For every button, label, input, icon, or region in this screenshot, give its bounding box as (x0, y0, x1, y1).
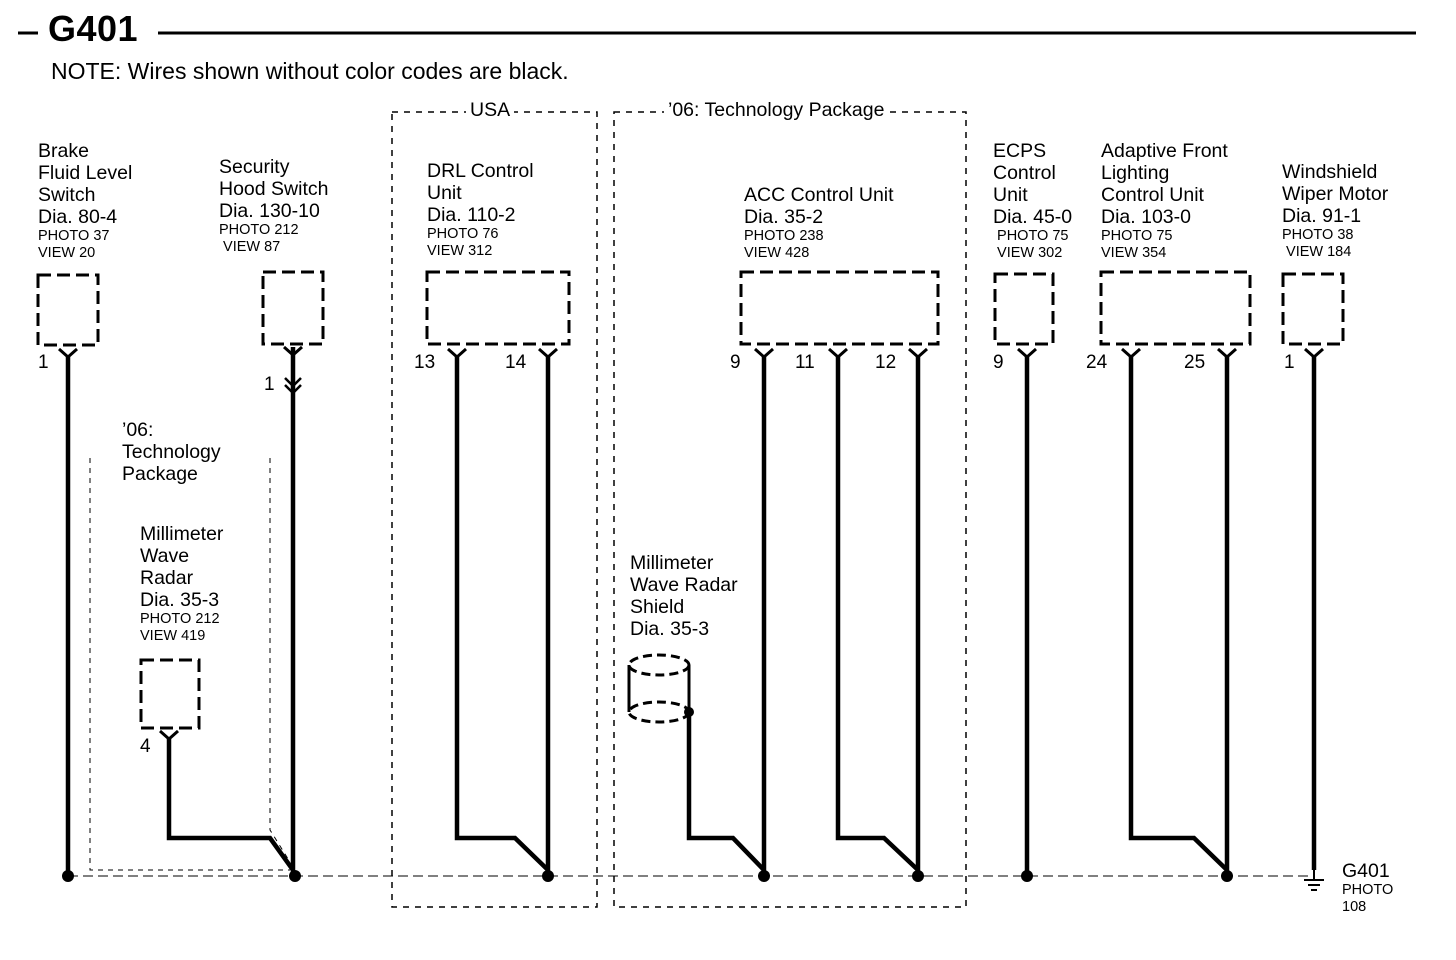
pin-number: 1 (38, 352, 49, 373)
label-line: Brake (38, 140, 89, 162)
label-line: Unit (427, 182, 462, 204)
pin-number: 9 (993, 352, 1004, 373)
ground-label (1342, 860, 1393, 916)
pin-number: 11 (795, 352, 815, 373)
label-line: Control Unit (1101, 184, 1204, 206)
acc-connector (741, 272, 938, 344)
color-code-note: NOTE: Wires shown without color codes are black. (51, 58, 569, 84)
pin-number: 14 (505, 352, 527, 373)
view-ref: VIEW 354 (1101, 245, 1167, 261)
tech-left-line: Technology (122, 441, 221, 463)
pin-number: 9 (730, 352, 741, 373)
security-hood-label (219, 156, 328, 256)
photo-ref: PHOTO 76 (427, 226, 499, 242)
radar-connector (141, 660, 199, 728)
label-line: Millimeter (140, 523, 224, 545)
page-title: G401 (48, 8, 139, 49)
label-line: Dia. 103-0 (1101, 206, 1191, 228)
view-ref: VIEW 312 (427, 243, 493, 259)
label-line: Dia. 45-0 (993, 206, 1073, 228)
label-line: Security (219, 156, 290, 178)
label-line: Dia. 110-2 (427, 204, 516, 226)
label-line: Adaptive Front (1101, 140, 1228, 162)
label-line: Dia. 80-4 (38, 206, 118, 228)
wire-acc-11 (838, 357, 918, 870)
ecps-label (993, 140, 1072, 262)
photo-ref: PHOTO 238 (744, 228, 824, 244)
pin-number: 24 (1086, 352, 1108, 373)
label-line: Hood Switch (219, 178, 329, 200)
radar-shield-label (630, 552, 738, 640)
view-ref: VIEW 87 (219, 239, 281, 255)
ground-icon (1304, 870, 1324, 890)
tech-package-left-outline (90, 458, 290, 870)
pin-terminals (59, 347, 1323, 739)
shield-drain-dot (684, 707, 694, 717)
drl-label (427, 160, 534, 260)
security-hood-connector (263, 272, 323, 344)
label-line: Radar (140, 567, 194, 589)
label-line: Wave Radar (630, 574, 738, 596)
pin-number: 12 (875, 352, 897, 373)
label-line: Dia. 35-2 (744, 206, 824, 228)
view-ref: VIEW 428 (744, 245, 810, 261)
view-ref: VIEW 184 (1282, 244, 1352, 260)
tech-left-line: Package (122, 463, 198, 485)
wiper-label (1282, 161, 1388, 261)
acc-label (744, 184, 894, 262)
pin-number: 25 (1184, 352, 1206, 373)
ground-name: G401 (1342, 860, 1390, 882)
brake-fluid-connector (38, 275, 98, 345)
photo-ref: PHOTO 212 (140, 611, 220, 627)
wire-drl-13 (457, 357, 548, 870)
label-line: Wave (140, 545, 190, 567)
label-line: Switch (38, 184, 96, 206)
usa-group-label: USA (466, 100, 514, 120)
label-line: Lighting (1101, 162, 1170, 184)
tech-package-left-label (122, 419, 221, 485)
view-ref: VIEW 20 (38, 245, 96, 261)
photo-ref: PHOTO 75 (993, 228, 1069, 244)
label-line: DRL Control (427, 160, 534, 182)
radar-label (140, 523, 223, 645)
wire-radar-shield (689, 712, 764, 870)
pin-number: 4 (140, 736, 151, 757)
label-line: Control (993, 162, 1056, 184)
tech-left-line: ’06: (122, 419, 154, 441)
photo-ref: PHOTO 37 (38, 228, 110, 244)
wire-radar (169, 739, 293, 870)
label-line: Fluid Level (38, 162, 133, 184)
label-line: Wiper Motor (1282, 183, 1389, 205)
photo-ref: PHOTO 212 (219, 222, 299, 238)
label-line: Millimeter (630, 552, 714, 574)
label-line: Dia. 130-10 (219, 200, 320, 222)
label-line: ACC Control Unit (744, 184, 894, 206)
view-ref: VIEW 302 (993, 245, 1063, 261)
shield-icon (629, 655, 689, 722)
label-line: Dia. 91-1 (1282, 205, 1362, 227)
pin-number: 13 (414, 352, 436, 373)
photo-ref: PHOTO 75 (1101, 228, 1173, 244)
label-line: ECPS (993, 140, 1047, 162)
view-ref: VIEW 419 (140, 628, 206, 644)
afl-connector (1101, 272, 1250, 344)
label-line: Dia. 35-3 (140, 589, 220, 611)
label-line: Windshield (1282, 161, 1378, 183)
ground-photo-ref: 108 (1342, 899, 1367, 915)
label-line: Unit (993, 184, 1028, 206)
pin-number: 1 (1284, 352, 1295, 373)
ground-photo-ref: PHOTO (1342, 882, 1394, 898)
pin-number: 1 (264, 374, 275, 395)
wiper-connector (1283, 274, 1343, 344)
afl-label (1101, 140, 1228, 262)
wire-afl-24 (1131, 357, 1227, 870)
label-line: Shield (630, 596, 685, 618)
brake-fluid-label (38, 140, 132, 262)
drl-connector (427, 272, 569, 344)
photo-ref: PHOTO 38 (1282, 227, 1354, 243)
label-line: Dia. 35-3 (630, 618, 710, 640)
ecps-connector (995, 274, 1053, 344)
tech-package-group-label: ’06: Technology Package (664, 100, 888, 120)
